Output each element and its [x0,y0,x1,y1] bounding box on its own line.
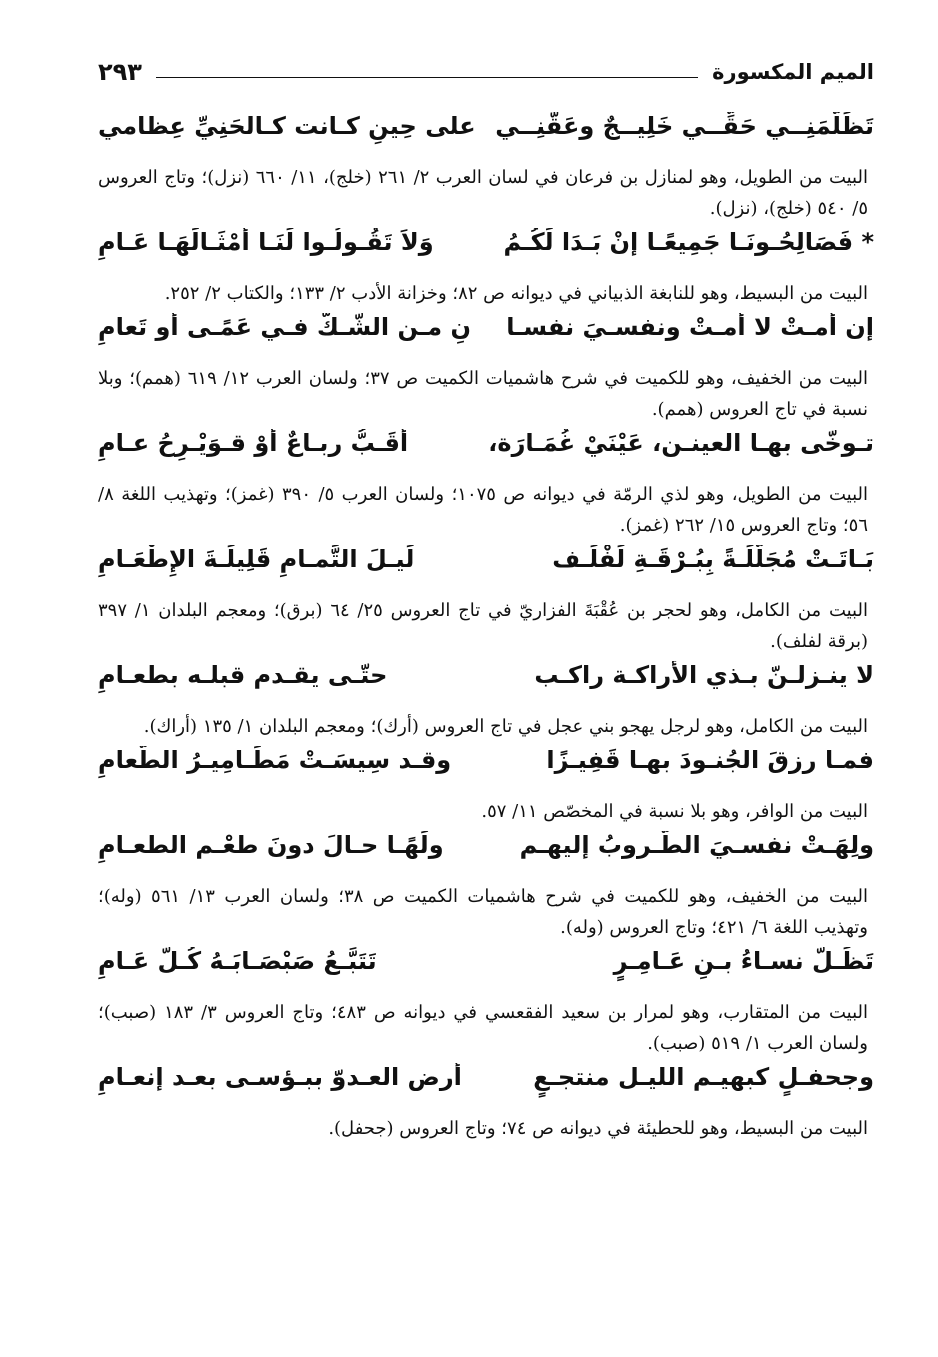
verse-line [98,1063,874,1113]
second-hemistich: أرض العـدوّ ببـؤسـى بعـد إنعـامِ [98,1063,462,1091]
second-hemistich: حتّـى يقـدم قبلـه بطعـامِ [98,661,388,689]
second-hemistich: تَتَبَّـعُ صَبْصَـابَـهُ كُـلَّ عَـامِ [98,947,377,975]
second-hemistich: ولَهًـا حـالَ دونَ طعْـم الطعـامِ [98,831,444,859]
verse-line [98,947,874,997]
second-hemistich: وَلاَ تَقُـولُـوا لَنَـا أَمْثَـالَهَـا عَـامِ [98,228,434,256]
first-hemistich: وجحفـلٍ كبهيـم الليـل منتجـعٍ [533,1063,874,1091]
verse-note: البيت من البسيط، وهو للحطيئة في ديوانه ص ٧٤؛ وتاج العروس (جحفل). [328,1118,868,1139]
verse-line [98,746,874,796]
second-hemistich: على حِينِ كـانت كـالحَنِيِّ عِظامي [98,112,476,140]
first-hemistich: إن أمـتْ لا أمـتْ ونفسـيَ نفسـا [506,313,874,341]
verse-line [98,661,874,711]
verse-note: البيت من الطويل، وهو لذي الرمّة في ديوانه ص ١٠٧٥؛ ولسان العرب ٥/ ٣٩٠ (غمز)؛ وتهذيب اللغة ٨/ ٥٦؛ وتاج العروس ١٥/ ٢٦٢ (غمز). [98,484,868,536]
verse-note: البيت من المتقارب، وهو لمرار بن سعيد الفقعسي في ديوانه ص ٤٨٣؛ وتاج العروس ٣/ ١٨٣ (صبب)؛ ولسان العرب ١/ ٥١٩ (صبب). [98,1002,868,1054]
verse-note: البيت من الكامل، وهو لرجل يهجو بني عجل في تاج العروس (أرك)؛ ومعجم البلدان ١/ ١٣٥ (أراك). [143,716,868,737]
verse-entry [98,1063,874,1144]
verse-note: البيت من الطويل، وهو لمنازل بن فرعان في لسان العرب ٢/ ٢٦١ (خلج)، ١١/ ٦٦٠ (نزل)؛ وتاج العروس ٥/ ٥٤٠ (خلج)، (نزل). [98,167,868,219]
verse-entry [98,112,874,224]
verse-entry [98,661,874,742]
first-hemistich: بَـاتَـتْ مُجَلَّلَـةً بِبُـرْقَـةِ لَفْلَـف [552,545,874,573]
verse-entry [98,831,874,943]
page-header [98,56,874,88]
first-hemistich: فمـا رزقَ الجُنـودَ بهـا قَفِيـزًا [546,746,874,774]
verse-line [98,429,874,479]
second-hemistich: وقـد سِيسَـتْ مَطَـامِيـرُ الطَّعامِ [98,746,452,774]
verse-line [98,228,874,278]
chapter-title: الميم المكسورة [712,60,874,84]
verse-line [98,831,874,881]
verse-note: البيت من الكامل، وهو لحجر بن عُقْبَةَ الفزاريّ في تاج العروس ٢٥/ ٦٤ (برق)؛ ومعجم البلدان ١/ ٣٩٧ (برقة لفلف). [98,600,868,652]
verse-note: البيت من الخفيف، وهو للكميت في شرح هاشميات الكميت ص ٣٨؛ ولسان العرب ١٣/ ٥٦١ (وله)؛ وتهذيب اللغة ٦/ ٤٢١؛ وتاج العروس (وله). [98,886,868,938]
verse-entry [98,947,874,1059]
first-hemistich: لا ينـزلـنّ بـذي الأراكـة راكـب [534,661,874,689]
verse-entry [98,313,874,425]
second-hemistich: نِ مـن الشّـكّ فـي عَمًـى أو تَعامِ [98,313,471,341]
first-hemistich: تـوخّى بهـا العينـن، عَيْنَيْ غُمَـارَة، [488,429,874,457]
first-hemistich: ولِهَـتْ نفسـيَ الطّـروبُ إليهـم [519,831,874,859]
verse-line [98,112,874,162]
header-rule [156,77,698,78]
verse-note: البيت من الوافر، وهو بلا نسبة في المخصّص ١١/ ٥٧. [481,801,868,822]
second-hemistich: لَيـلَ التَّمـامِ قَلِيلَـةَ الإِطْعَـامِ [98,545,415,573]
verse-entry [98,429,874,541]
verse-entry [98,746,874,827]
first-hemistich: تَظَـلُّ نسـاءُ بـنِ عَـامِـرٍ [613,947,874,975]
first-hemistich: * فَصَالِحُـونَـا جَمِيعًـا إنْ بَـدَا لَكُـمُ [503,228,874,256]
verse-line [98,313,874,363]
verse-entry [98,228,874,309]
verse-note: البيت من الخفيف، وهو للكميت في شرح هاشميات الكميت ص ٣٧؛ ولسان العرب ١٢/ ٦١٩ (همم)؛ وبلا نسبة في تاج العروس (همم). [98,368,868,420]
verse-entry [98,545,874,657]
second-hemistich: أقَـبُّ ربـاعٌ أوْ قـوَيْـرِحُ عـامِ [98,429,409,457]
verse-line [98,545,874,595]
verse-entries [98,112,874,1148]
first-hemistich: تَظَلَّمَنِــي حَقِّــي خَلِيــجٌ وعَقَّنِــي [495,112,874,140]
verse-note: البيت من البسيط، وهو للنابغة الذبياني في ديوانه ص ٨٢؛ وخزانة الأدب ٢/ ١٣٣؛ والكتاب ٢/ ٢٥٢. [164,283,868,304]
page-number: ٢٩٣ [98,58,142,86]
